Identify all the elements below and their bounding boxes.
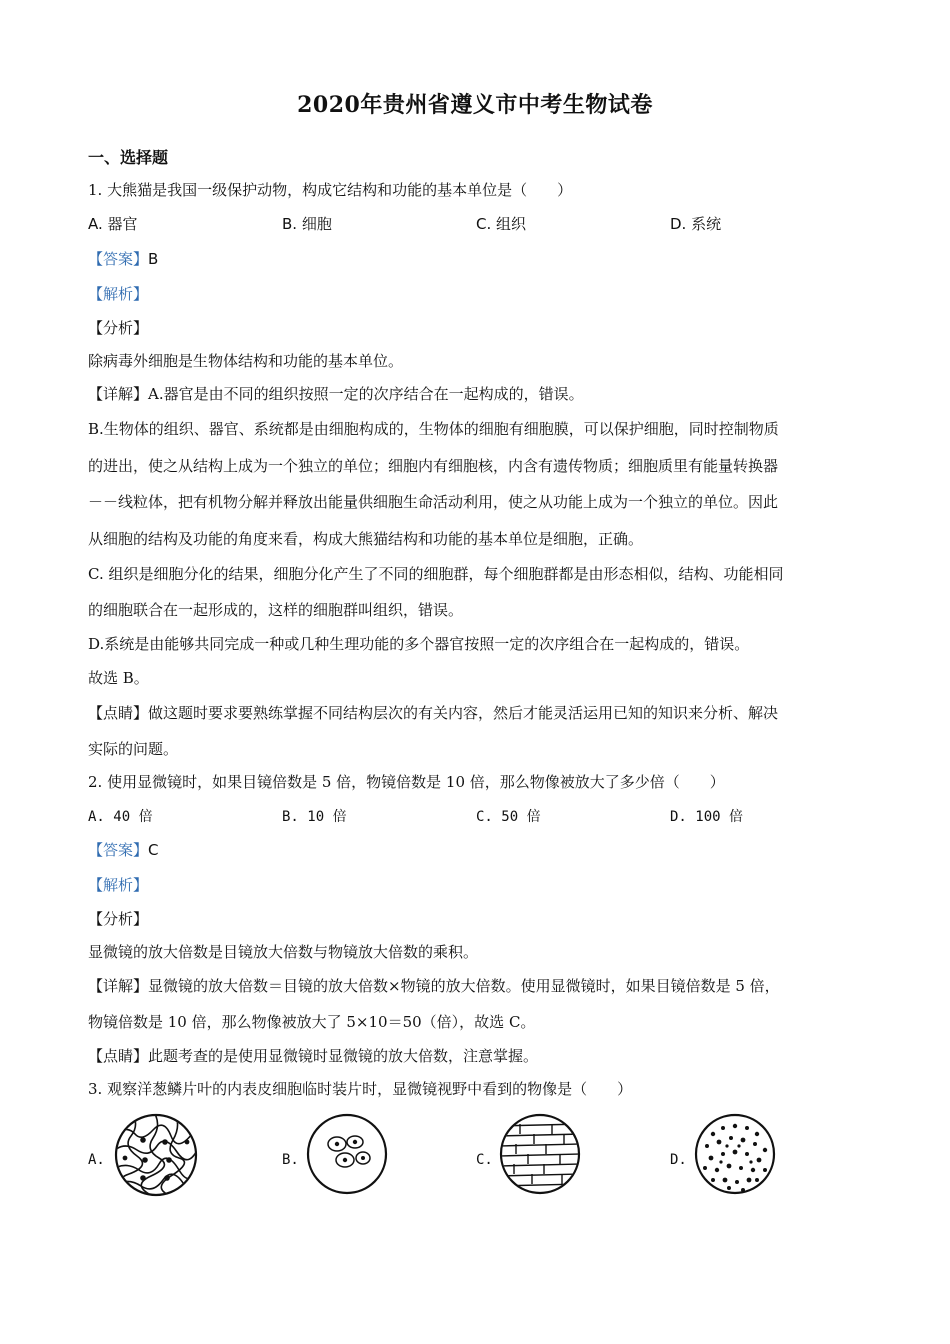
question-1-stem: 1. 大熊猫是我国一级保护动物，构成它结构和功能的基本单位是（ ）: [88, 181, 573, 199]
q1-detail-line: 故选 B。: [88, 669, 149, 687]
answer-value: C: [148, 841, 159, 859]
q3-option-d-label: D.: [670, 1152, 687, 1168]
q1-option-a: A. 器官: [88, 215, 138, 233]
q1-detail-line: 的细胞联合在一起形成的，这样的细胞群叫组织，错误。: [88, 601, 464, 619]
answer-value: B: [148, 250, 159, 268]
q2-answer: [88, 839, 868, 860]
q1-detail-line: B.生物体的组织、器官、系统都是由细胞构成的，生物体的细胞有细胞膜，可以保护细胞，同时控制物质: [88, 420, 779, 438]
q2-detail-line: 【详解】显微镜的放大倍数＝目镜的放大倍数×物镜的放大倍数。使用显微镜时，如果目镜倍数是 5 倍，: [88, 977, 780, 995]
q1-detail-line: 从细胞的结构及功能的角度来看，构成大熊猫结构和功能的基本单位是细胞，正确。: [88, 530, 644, 548]
q1-detail-line: 的进出，使之从结构上成为一个独立的单位；细胞内有细胞核，内含有遗传物质；细胞质里有能量转换器: [88, 457, 779, 475]
q1-option-d: D. 系统: [670, 215, 722, 233]
q1-detail-line: －－线粒体，把有机物分解并释放出能量供细胞生命活动利用，使之从功能上成为一个独立的单位。因此: [88, 493, 779, 511]
q1-jiexi-label: 【解析】: [88, 285, 149, 303]
microscope-view-a-image: [113, 1112, 199, 1198]
q2-option-a: A. 40 倍: [88, 809, 153, 825]
q1-dianjing-line: 实际的问题。: [88, 740, 179, 758]
q1-option-c: C. 组织: [476, 215, 527, 233]
q2-jiexi-label: 【解析】: [88, 876, 149, 894]
q1-dianjing-line: 【点睛】做这题时要求要熟练掌握不同结构层次的有关内容，然后才能灵活运用已知的知识来分析、解决: [88, 704, 779, 722]
q3-option-c-label: C.: [476, 1152, 493, 1168]
q1-fenxi-label: 【分析】: [88, 319, 149, 337]
q2-fenxi-label: 【分析】: [88, 910, 149, 928]
section-heading: 一、选择题: [88, 148, 169, 167]
answer-label: 【答案】: [88, 841, 149, 859]
microscope-view-c-image: [498, 1112, 582, 1196]
question-3-stem: 3. 观察洋葱鳞片叶的内表皮细胞临时装片时，显微镜视野中看到的物像是（ ）: [88, 1080, 633, 1098]
page-title: 2020年贵州省遵义市中考生物试卷: [297, 92, 653, 118]
q1-option-b: B. 细胞: [282, 215, 332, 233]
q2-fenxi-text: 显微镜的放大倍数是目镜放大倍数与物镜放大倍数的乘积。: [88, 943, 479, 961]
q3-option-b-label: B.: [282, 1152, 299, 1168]
question-2-stem: 2. 使用显微镜时，如果目镜倍数是 5 倍，物镜倍数是 10 倍，那么物像被放大了多少倍（ ）: [88, 773, 725, 791]
q2-dianjing: 【点睛】此题考查的是使用显微镜时显微镜的放大倍数，注意掌握。: [88, 1047, 539, 1065]
microscope-view-d-image: [693, 1112, 777, 1196]
q2-option-d: D. 100 倍: [670, 809, 744, 825]
q1-detail-line: C. 组织是细胞分化的结果，细胞分化产生了不同的细胞群，每个细胞群都是由形态相似，结构、功能相同: [88, 565, 784, 583]
q2-option-b: B. 10 倍: [282, 809, 347, 825]
q3-option-a-label: A.: [88, 1152, 105, 1168]
q2-option-c: C. 50 倍: [476, 809, 541, 825]
q1-answer: [88, 248, 868, 269]
q2-detail-line: 物镜倍数是 10 倍，那么物像被放大了 5×10＝50（倍），故选 C。: [88, 1013, 536, 1031]
q1-fenxi-text: 除病毒外细胞是生物体结构和功能的基本单位。: [88, 352, 404, 370]
microscope-view-b-image: [305, 1112, 389, 1196]
q1-detail-line: 【详解】A.器官是由不同的组织按照一定的次序结合在一起构成的，错误。: [88, 385, 584, 403]
q1-detail-line: D.系统是由能够共同完成一种或几种生理功能的多个器官按照一定的次序组合在一起构成的，错误。: [88, 635, 750, 653]
answer-label: 【答案】: [88, 250, 149, 268]
